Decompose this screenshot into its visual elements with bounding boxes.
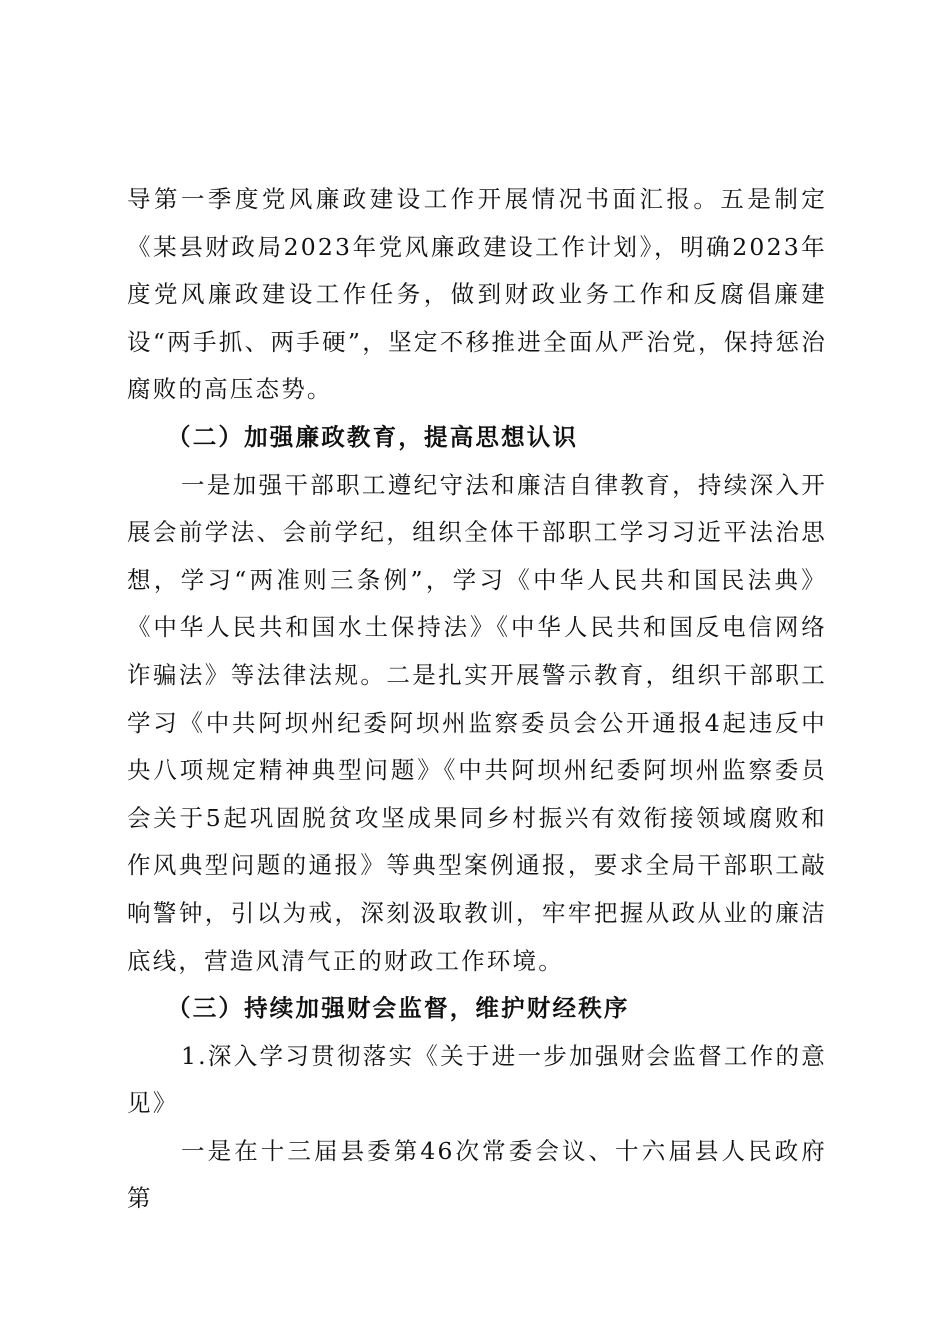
paragraph-education: 一是加强干部职工遵纪守法和廉洁自律教育，持续深入开展会前学法、会前学纪，组织全体干部职工学习习近平法治思想，学习“两准则三条例”，学习《中华人民共和国民法典》《中华人民共和国水土保持法》《中华人民共和国反电信网络诈骗法》等法律法规。二是扎实开展警示教育，组织干部职工学习《中共阿坝州纪委阿坝州监察委员会公开通报4起违反中央八项规定精神典型问题》《中共阿坝州纪委阿坝州监察委员会关于5起巩固脱贫攻坚成果同乡村振兴有效衔接领域腐败和作风典型问题的通报》等典型案例通报，要求全局干部职工敲响警钟，引以为戒，深刻汲取教训，牢牢把握从政从业的廉洁底线，营造风清气正的财政工作环境。 [127, 470, 827, 975]
paragraph-meetings: 一是在十三届县委第46次常委会议、十六届县人民政府第 [127, 1136, 827, 1213]
section-heading-2: （二）加强廉政教育，提高思想认识 [167, 422, 579, 451]
document-body [127, 176, 827, 1223]
subsection-heading-1: 1.深入学习贯彻落实《关于进一步加强财会监督工作的意见》 [127, 1041, 827, 1118]
paragraph-continuation: 导第一季度党风廉政建设工作开展情况书面汇报。五是制定《某县财政局2023年党风廉政建设工作计划》，明确2023年度党风廉政建设工作任务，做到财政业务工作和反腐倡廉建设“两手抓、两手硬”，坚定不移推进全面从严治党，保持惩治腐败的高压态势。 [127, 185, 827, 404]
section-heading-3: （三）持续加强财会监督，维护财经秩序 [167, 994, 630, 1023]
